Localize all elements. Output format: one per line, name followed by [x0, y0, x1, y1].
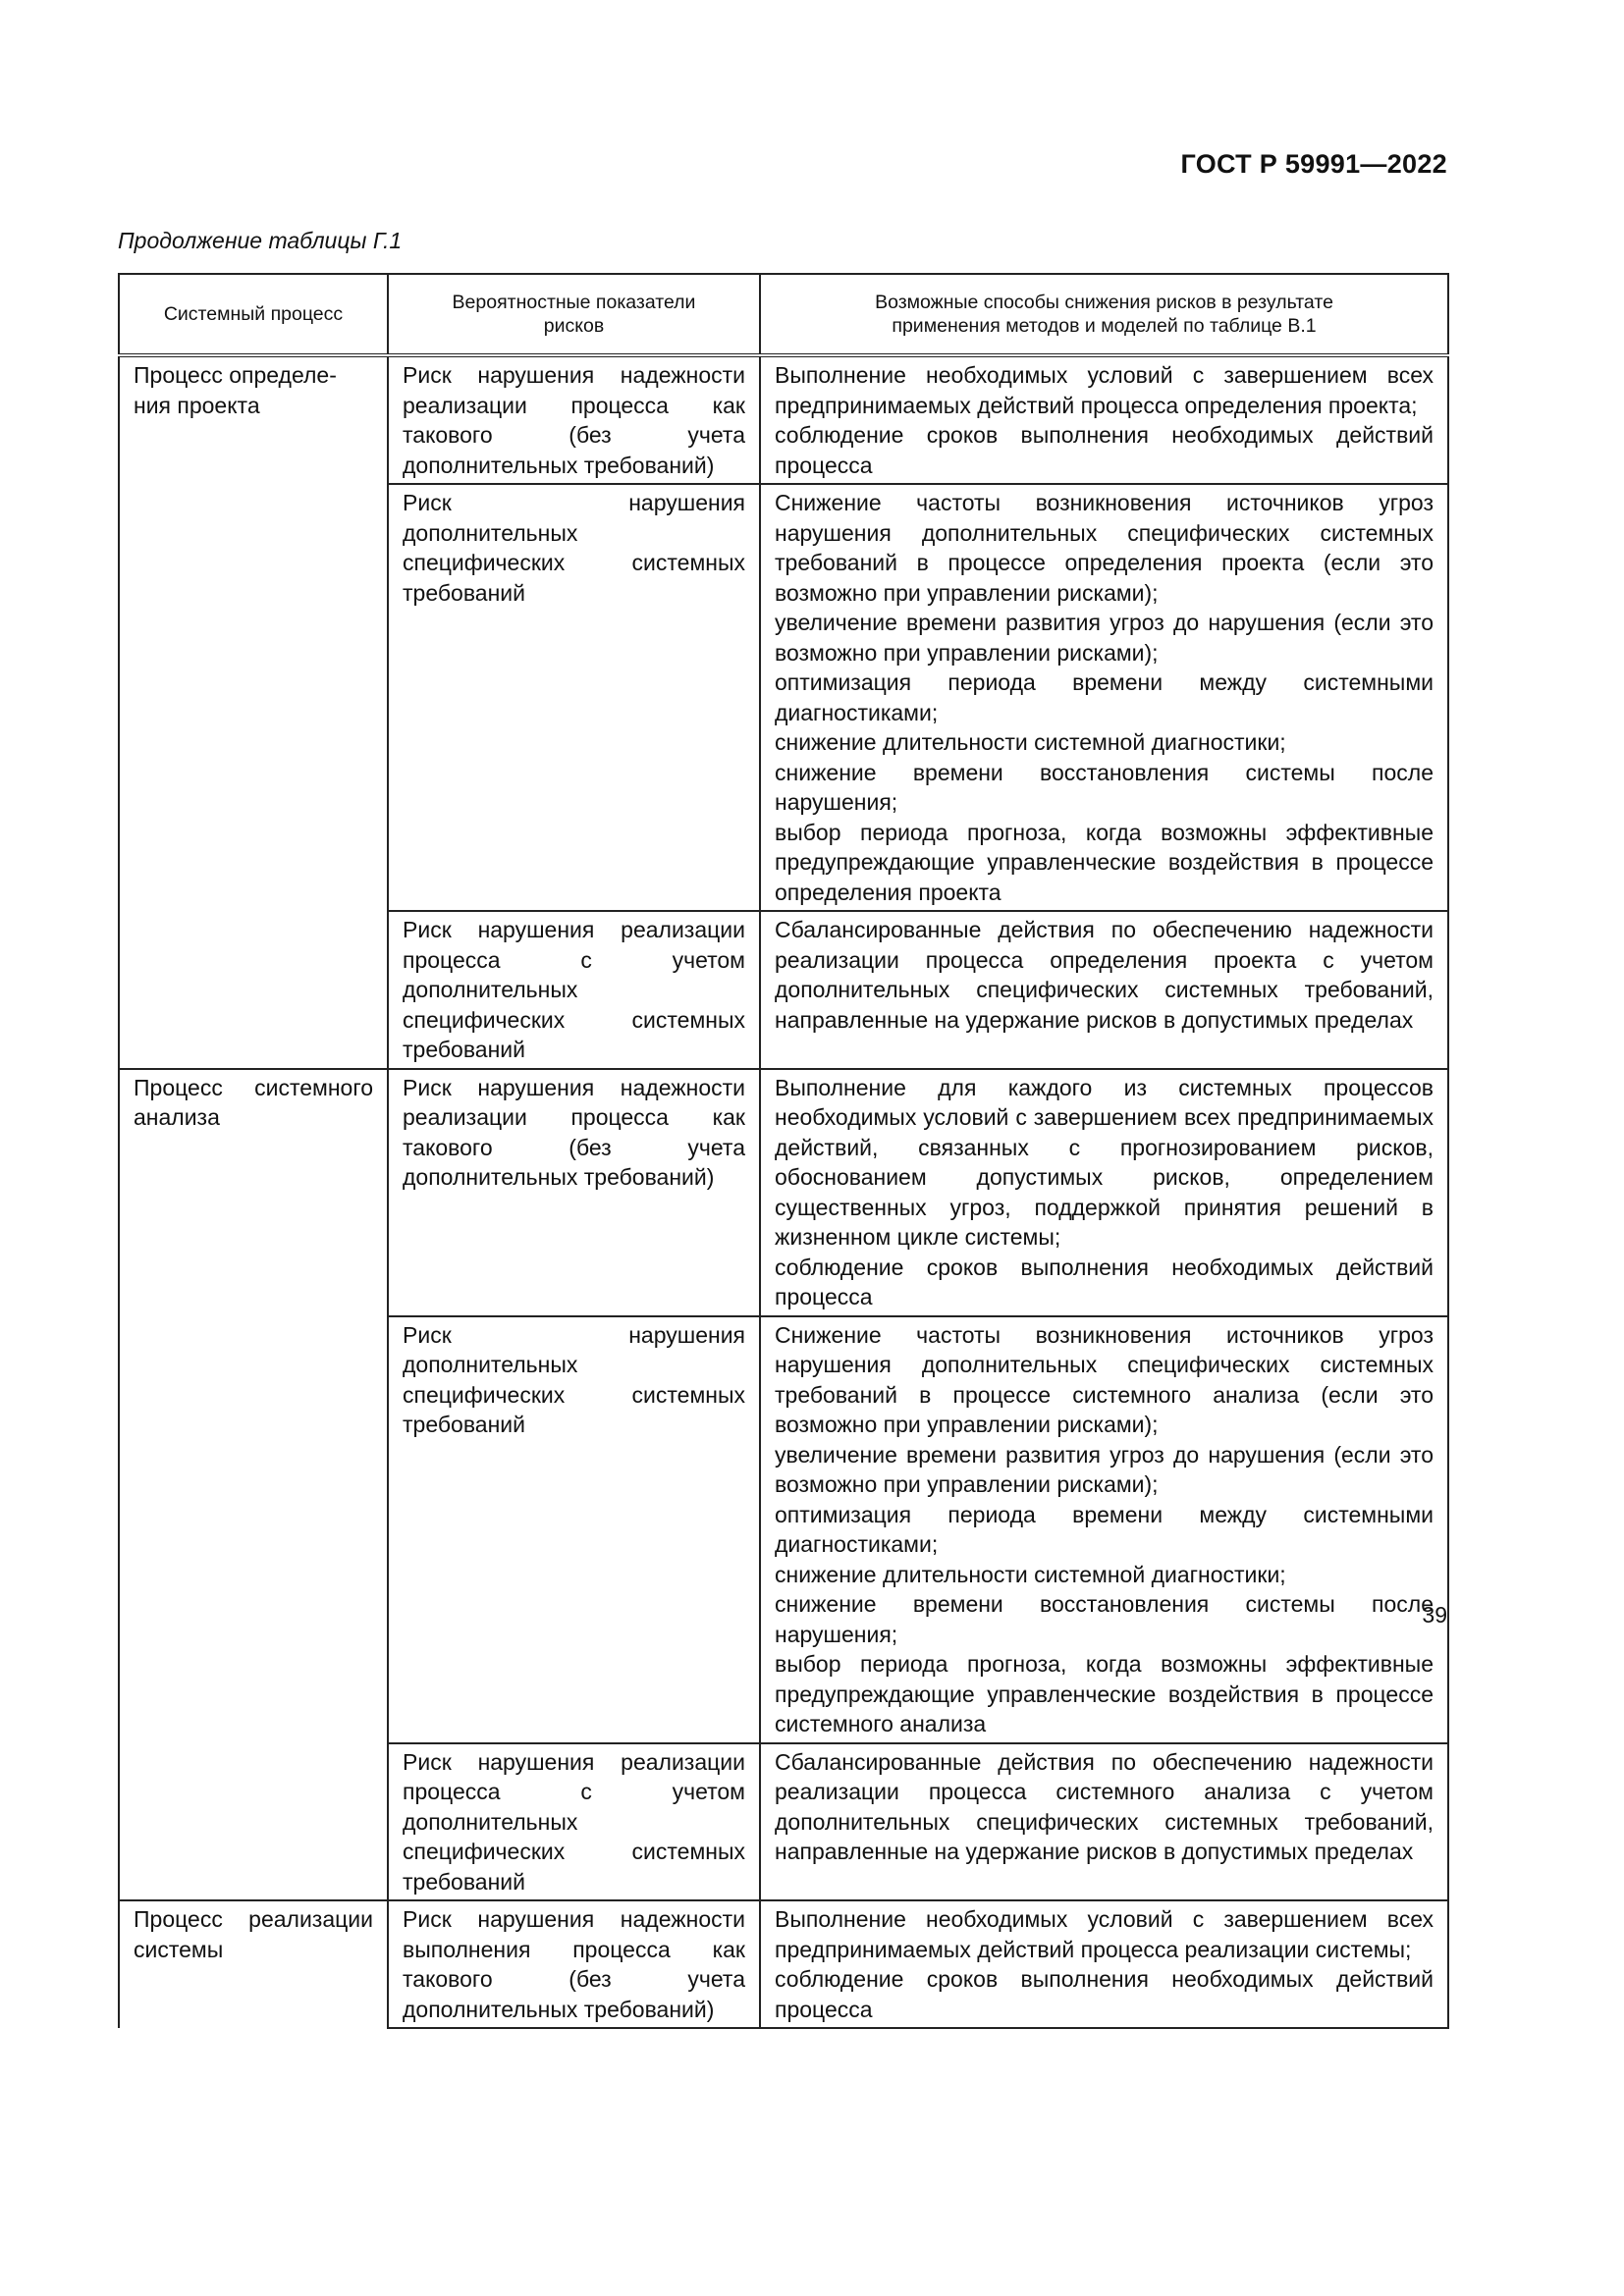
table-row: [119, 1069, 1448, 1316]
indicator-cell: Риск нарушения надежности выполнения процесса как такового (без учета дополнительных требований): [388, 1900, 760, 2028]
table-row: [119, 355, 1448, 484]
table-header-row: [119, 274, 1448, 355]
indicator-cell: Риск нарушения реализации процесса с учетом дополнительных специфических системных требований: [388, 911, 760, 1069]
process-cell: Процесс системного анализа: [119, 1069, 388, 1901]
column-header-process: Системный процесс: [119, 274, 388, 355]
indicator-cell: Риск нарушения надежности реализации процесса как такового (без учета дополнительных требований): [388, 355, 760, 484]
column-header-methods: Возможные способы снижения рисков в результате применения методов и моделей по таблице В.1: [760, 274, 1448, 355]
document-code: ГОСТ Р 59991—2022: [1180, 149, 1447, 179]
process-cell: Процесс определе- ния проекта: [119, 355, 388, 1069]
methods-cell: Снижение частоты возникновения источников угроз нарушения дополнительных специфических системных требований в процессе системного анализа (если это возможно при управлении рисками); увеличение времени развития угроз до нарушения (если это возможно при управлении рисками); оптимизация периода времени между системными диагностиками; снижение длительности системной диагностики; снижение времени восстановления системы после нарушения; выбор периода прогноза, когда возможны эффективные предупреждающие управленческие воздействия в процессе системного анализа: [760, 1316, 1448, 1743]
column-header-indicators: Вероятностные показатели рисков: [388, 274, 760, 355]
table-caption: Продолжение таблицы Г.1: [118, 228, 403, 253]
methods-cell: Выполнение для каждого из системных процессов необходимых условий с завершением всех предпринимаемых действий, связанных с прогнозированием рисков, обоснованием допустимых рисков, определением существенных угроз, поддержкой принятия решений в жизненном цикле системы; соблюдение сроков выполнения необходимых действий процесса: [760, 1069, 1448, 1316]
methods-cell: Выполнение необходимых условий с завершением всех предпринимаемых действий процесса определения проекта; соблюдение сроков выполнения необходимых действий процесса: [760, 355, 1448, 484]
methods-cell: Сбалансированные действия по обеспечению надежности реализации процесса системного анализа с учетом дополнительных специфических системных требований, направленные на удержание рисков в допустимых пределах: [760, 1743, 1448, 1901]
table-row: [119, 1900, 1448, 2028]
methods-cell: Сбалансированные действия по обеспечению надежности реализации процесса определения проекта с учетом дополнительных специфических системных требований, направленные на удержание рисков в допустимых пределах: [760, 911, 1448, 1069]
process-cell: Процесс реализации системы: [119, 1900, 388, 2028]
methods-cell: Снижение частоты возникновения источников угроз нарушения дополнительных специфических системных требований в процессе определения проекта (если это возможно при управлении рисками); увеличение времени развития угроз до нарушения (если это возможно при управлении рисками); оптимизация периода времени между системными диагностиками; снижение длительности системной диагностики; снижение времени восстановления системы после нарушения; выбор периода прогноза, когда возможны эффективные предупреждающие управленческие воздействия в процессе определения проекта: [760, 484, 1448, 911]
indicator-cell: Риск нарушения реализации процесса с учетом дополнительных специфических системных требований: [388, 1743, 760, 1901]
methods-cell: Выполнение необходимых условий с завершением всех предпринимаемых действий процесса реализации системы; соблюдение сроков выполнения необходимых действий процесса: [760, 1900, 1448, 2028]
risk-table: [118, 273, 1449, 2029]
indicator-cell: Риск нарушения надежности реализации процесса как такового (без учета дополнительных требований): [388, 1069, 760, 1316]
indicator-cell: Риск нарушения дополнительных специфических системных требований: [388, 484, 760, 911]
indicator-cell: Риск нарушения дополнительных специфических системных требований: [388, 1316, 760, 1743]
page-number: 39: [1422, 1602, 1447, 1628]
